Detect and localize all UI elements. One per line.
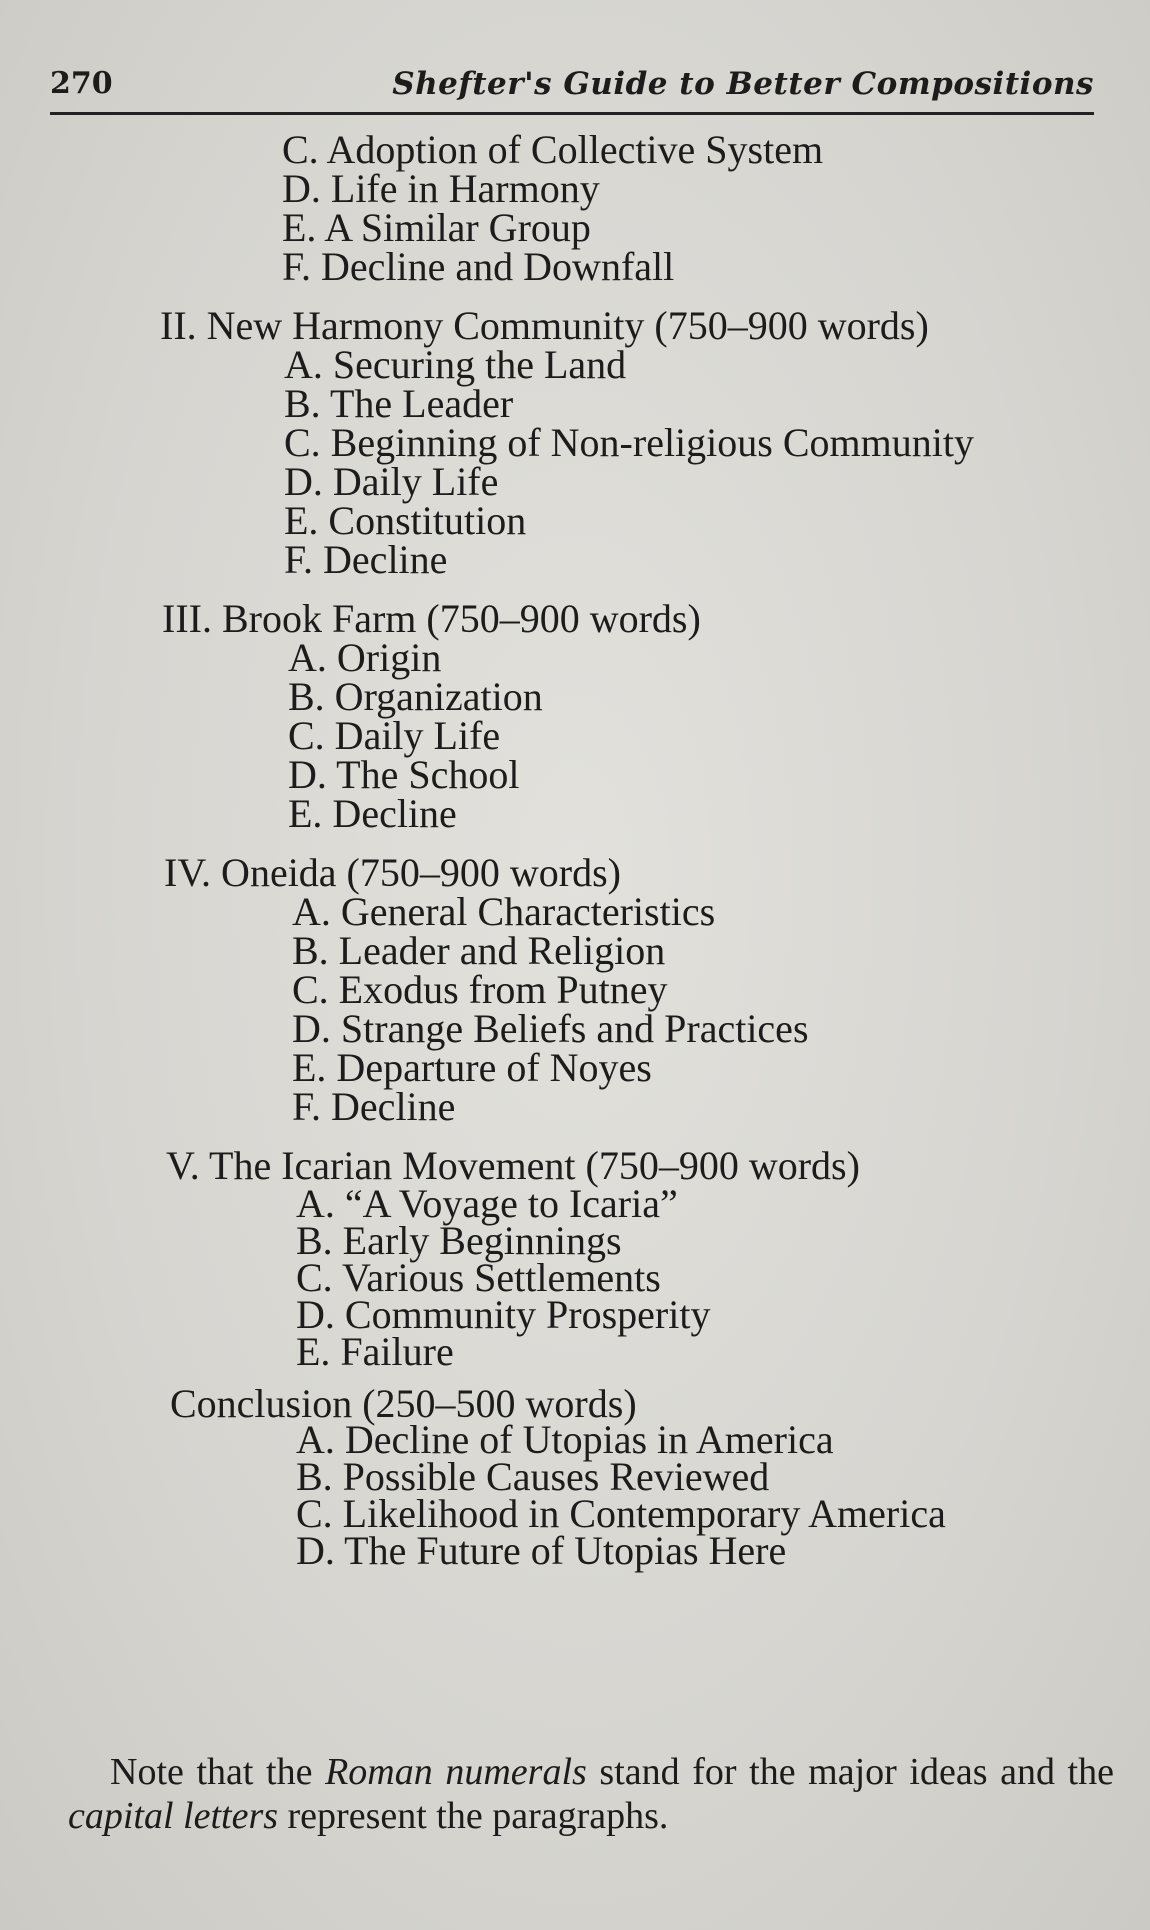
outline-item: F. Decline and Downfall <box>282 244 675 289</box>
running-title: Shefter's Guide to Better Compositions <box>392 66 1094 102</box>
outline-item: D. The Future of Utopias Here <box>296 1528 787 1573</box>
outline-item: E. A Similar Group <box>282 205 591 250</box>
outline-item: B. Early Beginnings <box>296 1218 622 1263</box>
section-items <box>296 1417 1150 1573</box>
section-heading: II. New Harmony Community (750–900 words) <box>160 303 929 348</box>
outline-item: A. Decline of Utopias in America <box>296 1417 834 1462</box>
outline-item: A. General Characteristics <box>292 889 716 934</box>
outline-item: E. Constitution <box>284 498 527 543</box>
outline-item: C. Daily Life <box>288 713 501 758</box>
note-emphasis-capital-letters: capital letters <box>68 1795 279 1837</box>
outline-item: F. Decline <box>292 1084 456 1129</box>
outline-item: A. “A Voyage to Icaria” <box>296 1181 678 1226</box>
outline-section-ii <box>0 303 1150 582</box>
outline-item: E. Failure <box>296 1329 454 1374</box>
note-text: stand for the major ideas and the <box>586 1751 1114 1793</box>
outline-item: C. Adoption of Collective System <box>282 127 824 172</box>
outline-item: F. Decline <box>284 537 448 582</box>
outline-item: D. Life in Harmony <box>282 166 600 211</box>
outline-item: C. Various Settlements <box>296 1255 661 1300</box>
outline-item: B. Organization <box>288 674 543 719</box>
outline-item: C. Exodus from Putney <box>292 967 668 1012</box>
outline-item: B. Leader and Religion <box>292 928 666 973</box>
note-text: Note that the <box>110 1751 326 1793</box>
section-items <box>292 889 1150 1129</box>
outline-item: A. Origin <box>288 635 442 680</box>
composition-outline <box>0 127 1150 1573</box>
page-header <box>50 60 1094 115</box>
outline-section-conclusion <box>0 1381 1150 1573</box>
section-heading: IV. Oneida (750–900 words) <box>164 850 621 895</box>
outline-item: B. Possible Causes Reviewed <box>296 1454 770 1499</box>
outline-item: C. Likelihood in Contemporary America <box>296 1491 946 1536</box>
note-text: represent the paragraphs. <box>278 1795 669 1837</box>
outline-item: D. Community Prosperity <box>296 1292 711 1337</box>
outline-section-iv <box>0 850 1150 1129</box>
outline-section-iii <box>0 596 1150 836</box>
outline-item: E. Decline <box>288 791 457 836</box>
outline-item: D. Strange Beliefs and Practices <box>292 1006 809 1051</box>
outline-item: D. The School <box>288 752 520 797</box>
section-heading: V. The Icarian Movement (750–900 words) <box>166 1143 860 1188</box>
section-items <box>288 635 1150 836</box>
explanatory-note <box>68 1750 1114 1838</box>
section-items <box>296 1181 1150 1374</box>
section-heading: Conclusion (250–500 words) <box>170 1381 637 1426</box>
outline-item: E. Departure of Noyes <box>292 1045 652 1090</box>
note-emphasis-roman-numerals: Roman numerals <box>325 1751 587 1793</box>
outline-item: D. Daily Life <box>284 459 499 504</box>
section-heading: III. Brook Farm (750–900 words) <box>162 596 701 641</box>
section-items <box>284 342 1150 582</box>
outline-item: C. Beginning of Non-religious Community <box>284 420 974 465</box>
outline-section-v <box>0 1143 1150 1374</box>
outline-item: A. Securing the Land <box>284 342 627 387</box>
outline-item: B. The Leader <box>284 381 514 426</box>
page-number: 270 <box>50 66 113 101</box>
continuation-list <box>282 127 1150 289</box>
